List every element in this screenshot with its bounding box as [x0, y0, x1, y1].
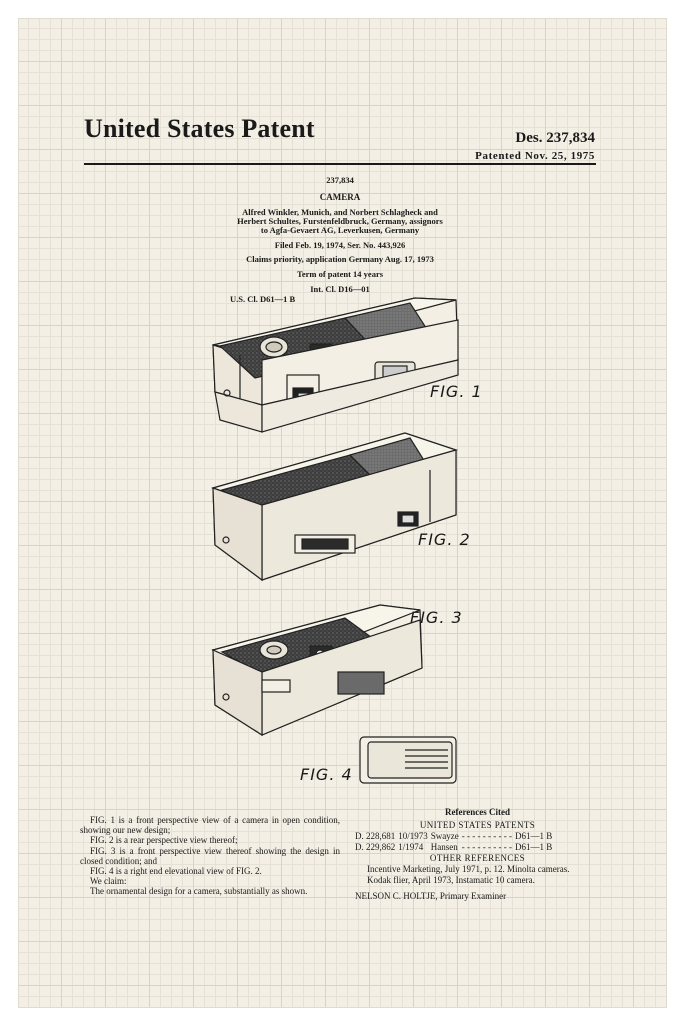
ref-name: Hansen: [430, 842, 458, 852]
inventors-line-3: to Agfa-Gevaert AG, Leverkusen, Germany: [260, 225, 420, 235]
references-heading: References Cited: [444, 807, 511, 817]
description-paragraph: FIG. 3 is a front perspective view thereof showing the design in closed condition; and: [80, 845, 340, 866]
ref-number: D. 228,681: [355, 831, 396, 841]
ref-name: Swayze: [430, 831, 459, 841]
us-patents-heading: UNITED STATES PATENTS: [419, 820, 536, 830]
references-section: [355, 807, 600, 902]
ref-date: 10/1973: [398, 831, 428, 841]
description-paragraph: FIG. 2 is a rear perspective view thereof;: [90, 835, 238, 846]
invention-name: CAMERA: [319, 192, 361, 202]
patent-date: Patented Nov. 25, 1975: [475, 150, 595, 162]
term-line: Term of patent 14 years: [296, 269, 384, 279]
primary-examiner: NELSON C. HOLTJE, Primary Examiner: [355, 891, 507, 901]
ref-date: 1/1974: [398, 842, 424, 852]
fig2-camera-drawing: [213, 433, 456, 580]
table-row: [355, 831, 555, 842]
description-paragraph: FIG. 4 is a right end elevational view of FIG. 2.: [90, 866, 262, 877]
inventors-line-1: Alfred Winkler, Munich, and Norbert Schlagheck and: [242, 207, 438, 217]
other-reference-1: Incentive Marketing, July 1971, p. 12. Minolta cameras.: [367, 864, 570, 874]
fig1-camera-drawing: [213, 298, 458, 432]
ref-leader: - - - - - - - - - -: [461, 842, 512, 852]
other-reference-2: Kodak flier, April 1973, Instamatic 10 camera.: [367, 875, 535, 885]
int-cl-line: Int. Cl. D16—01: [310, 284, 370, 294]
patent-title: United States Patent: [84, 114, 315, 143]
ref-number: D. 229,862: [355, 842, 396, 852]
fig1-label: FIG. 1: [430, 382, 483, 401]
us-cl-line: U.S. Cl. D61—1 B: [230, 294, 296, 304]
claim-paragraph: The ornamental design for a camera, substantially as shown.: [90, 886, 308, 897]
other-references-heading: OTHER REFERENCES: [429, 853, 526, 863]
priority-line: Claims priority, application Germany Aug. 17, 1973: [246, 254, 434, 264]
fig2-label: FIG. 2: [418, 530, 471, 549]
patent-number: 237,834: [326, 175, 354, 185]
fig4-end-view-drawing: [360, 737, 456, 783]
description-paragraph: FIG. 1 is a front perspective view of a camera in open condition, showing our new design;: [80, 815, 340, 836]
filed-line: Filed Feb. 19, 1974, Ser. No. 443,926: [274, 240, 406, 250]
fig3-camera-drawing: [213, 605, 422, 735]
fig4-label: FIG. 4: [300, 765, 353, 784]
fig3-label: FIG. 3: [410, 608, 463, 627]
table-row: [355, 842, 555, 853]
ref-leader: - - - - - - - - - -: [461, 831, 512, 841]
description-paragraph: We claim:: [90, 876, 127, 887]
ref-class: D61—1 B: [515, 842, 553, 852]
references-table: [355, 831, 555, 853]
figure-description: [80, 815, 340, 897]
design-number: Des. 237,834: [515, 130, 595, 146]
ref-class: D61—1 B: [515, 831, 553, 841]
inventors-line-2: Herbert Schultes, Furstenfeldbruck, Germany, assignors: [237, 216, 443, 226]
